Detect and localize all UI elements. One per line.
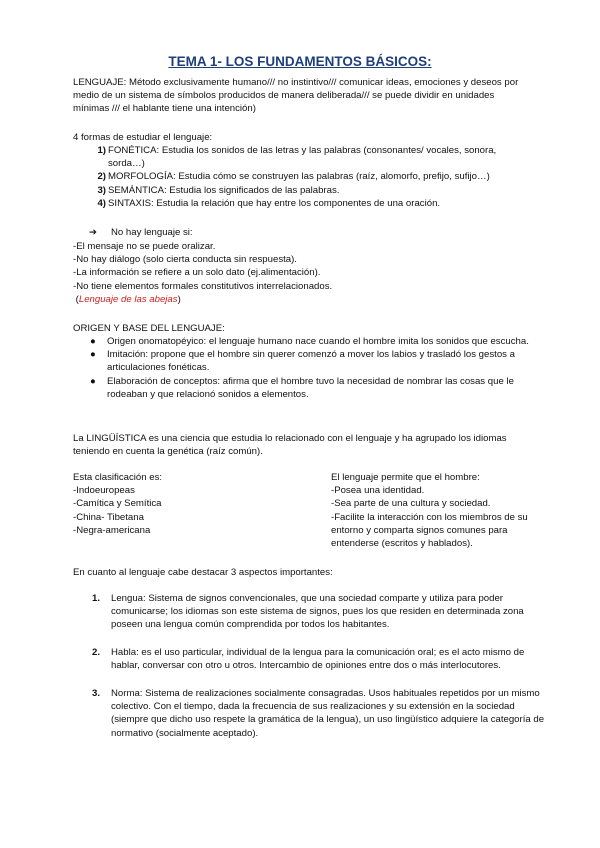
list-item [90, 348, 547, 374]
list-number: 3. [92, 688, 101, 699]
aspecto-norma: Norma: Sistema de realizaciones socialmente consagradas. Usos habituales repetidos por un mismo colectivo. Con el tiempo, dada la frecuencia de sus realizaciones y su extensión en la sociedad (siempre que dicho uso respete la gramática de la lengua), un uso lingüístico adquiere la categoría de normativo (socialmente aceptado). [111, 688, 545, 739]
list-item [97, 184, 528, 197]
list-text: FONÉTICA: Estudia los sonidos de las letras y las palabras (consonantes/ vocales, sonora, sorda…) [108, 145, 497, 170]
list-item: -Sea parte de una cultura y sociedad. [331, 498, 491, 510]
arrow-icon: ➔ [89, 227, 98, 238]
list-text: Origen onomatopéyico: el lenguaje humano nace cuando el hombre imita los sonidos que escucha. [107, 336, 529, 347]
list-number: 2) [97, 171, 106, 183]
aspecto-habla: Habla: es el uso particular, individual de la lengua para la comunicación oral; es el acto mismo de hablar, conversar con otro u otros. Intercambio de opiniones entre dos o más interlocutores. [111, 647, 525, 672]
list-number: 3) [97, 184, 106, 196]
no-hay-heading [89, 226, 489, 239]
permite-heading: El lenguaje permite que el hombre: [331, 472, 480, 483]
bullet-icon: ● [90, 375, 96, 387]
list-text: Elaboración de conceptos: afirma que el hombre tuvo la necesidad de nombrar las cosas que le rodeaban y que relacionó sonidos a elementos. [107, 375, 514, 400]
list-item: -Camítica y Semítica [73, 498, 162, 510]
abejas-note-text: Lenguaje de las abejas [78, 293, 178, 305]
clasificacion-column [73, 471, 293, 537]
list-item [97, 170, 528, 183]
list-item [90, 335, 547, 348]
bullet-icon: ● [90, 336, 96, 347]
formas-heading: 4 formas de estudiar el lenguaje: [73, 132, 213, 143]
bullet-icon: ● [90, 349, 96, 361]
formas-list [97, 144, 528, 210]
list-item: -La información se refiere a un solo dato (ej.alimentación). [73, 267, 321, 279]
aspecto-lengua: Lengua: Sistema de signos convencionales, que una sociedad comparte y utiliza para poder comunicarse; los idiomas son este sistema de signos, pues los que residen en determinada zona poseen una lengua común comprendida por todos los habitantes. [111, 593, 524, 631]
list-item: -Posea una identidad. [331, 485, 425, 497]
list-text: SEMÁNTICA: Estudia los significados de las palabras. [108, 184, 340, 196]
list-item: -Negra-americana [73, 524, 151, 536]
list-item [90, 375, 547, 401]
origen-heading: ORIGEN Y BASE DEL LENGUAJE: [73, 323, 225, 334]
list-item: -Facilite la interacción con los miembros de su entorno y comparta signos comunes para entenderse (escritos y hablados). [331, 511, 528, 550]
list-number: 1. [92, 593, 101, 604]
list-item: -No tiene elementos formales constitutivos interrelacionados. [73, 280, 333, 292]
page-title: TEMA 1- LOS FUNDAMENTOS BÁSICOS: [168, 54, 432, 69]
list-item: -Indoeuropeas [73, 485, 135, 497]
list-number: 2. [92, 647, 101, 658]
list-text: MORFOLOGÍA: Estudia cómo se construyen las palabras (raíz, alomorfo, prefijo, sufijo…) [108, 171, 490, 183]
list-item [97, 197, 528, 210]
list-item: -No hay diálogo (solo cierta conducta sin respuesta). [73, 254, 297, 266]
abejas-note: (Lenguaje de las abejas) [75, 293, 181, 305]
list-text: Imitación: propone que el hombre sin querer comenzó a mover los labios y trasladó los gestos a articulaciones fonéticas. [107, 349, 515, 374]
lenguaje-definition: LENGUAJE: Método exclusivamente humano/// no instintivo/// comunicar ideas, emociones y deseos por medio de un sistema de símbolos producidos de manera deliberada/// se puede dividir en unidades mínimas /// el hablante tiene una intención) [73, 77, 519, 115]
linguistica-paragraph: La LINGÜÍSTICA es una ciencia que estudia lo relacionado con el lenguaje y ha agrupado los idiomas teniendo en cuenta la genética (raíz común). [73, 433, 507, 458]
no-hay-heading-text: No hay lenguaje si: [111, 227, 193, 238]
list-number: 4) [97, 197, 106, 209]
clasificacion-heading: Esta clasificación es: [73, 472, 163, 483]
no-hay-list [73, 240, 533, 306]
list-number: 1) [97, 145, 106, 156]
origen-list [90, 335, 547, 401]
list-item [97, 144, 528, 170]
permite-column [331, 471, 546, 550]
list-item: -China- Tibetana [73, 511, 144, 523]
aspectos-heading: En cuanto al lenguaje cabe destacar 3 aspectos importantes: [73, 567, 333, 578]
list-text: SINTAXIS: Estudia la relación que hay entre los componentes de una oración. [108, 197, 441, 209]
list-item: -El mensaje no se puede oralizar. [73, 241, 216, 252]
